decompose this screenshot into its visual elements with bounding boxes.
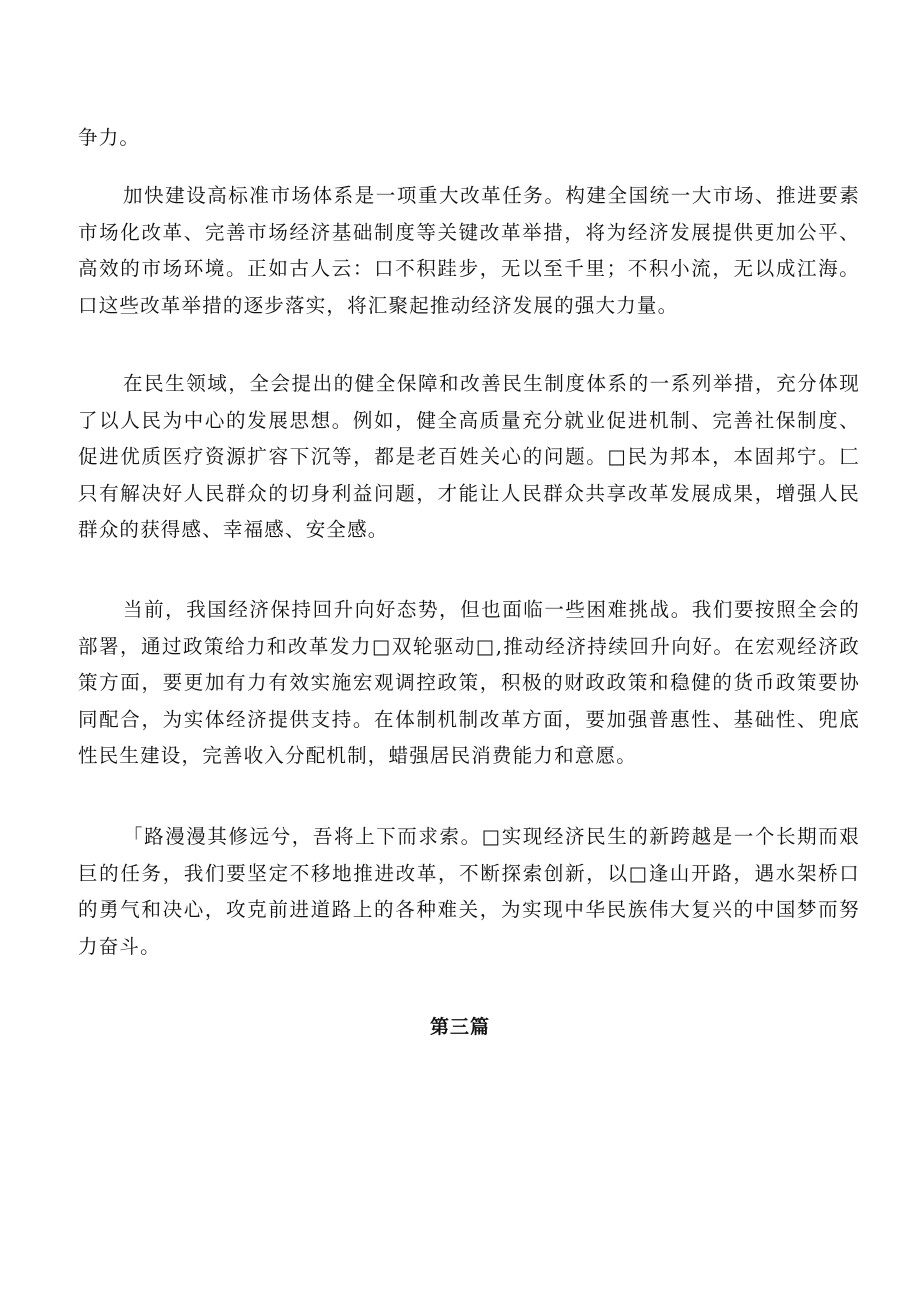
paragraph-market-system: 加快建设高标准市场体系是一项重大改革任务。构建全国统一大市场、推进要素市场化改革、完善市场经济基础制度等关键改革举措，将为经济发展提供更加公平、高效的市场环境。正如古人云：口不积跬步，无以至千里；不积小流，无以成江海。口这些改革举措的逐步落实，将汇聚起推动经济发展的强大力量。 — [78, 184, 860, 317]
paragraph-continuation: 争力。 — [78, 126, 141, 149]
section-heading: 第三篇 — [429, 1016, 490, 1038]
paragraph-conclusion: 「路漫漫其修远兮，吾将上下而求索。□实现经济民生的新跨越是一个长期而艰巨的任务，我们要坚定不移地推进改革，不断探索创新，以□逢山开路，遇水架桥口的勇气和决心，攻克前进道路上的各种难关，为实现中华民族伟大复兴的中国梦而努力奋斗。 — [78, 825, 860, 958]
paragraph-economy: 当前，我国经济保持回升向好态势，但也面临一些困难挑战。我们要按照全会的部署，通过政策给力和改革发力□双轮驱动□,推动经济持续回升向好。在宏观经济政策方面，要更加有力有效实施宏观调控政策，积极的财政政策和稳健的货币政策要协同配合，为实体经济提供支持。在体制机制改革方面，要加强普惠性、基础性、兜底性民生建设，完善收入分配机制，蜡强居民消费能力和意愿。 — [78, 598, 860, 767]
paragraph-livelihood: 在民生领域，全会提出的健全保障和改善民生制度体系的一系列举措，充分体现了以人民为中心的发展思想。例如，健全高质量充分就业促进机制、完善社保制度、促进优质医疗资源扩容下沉等，都是老百姓关心的问题。□民为邦本，本固邦宁。匚只有解决好人民群众的切身利益问题，才能让人民群众共享改革发展成果，增强人民群众的获得感、幸福感、安全感。 — [78, 372, 860, 541]
